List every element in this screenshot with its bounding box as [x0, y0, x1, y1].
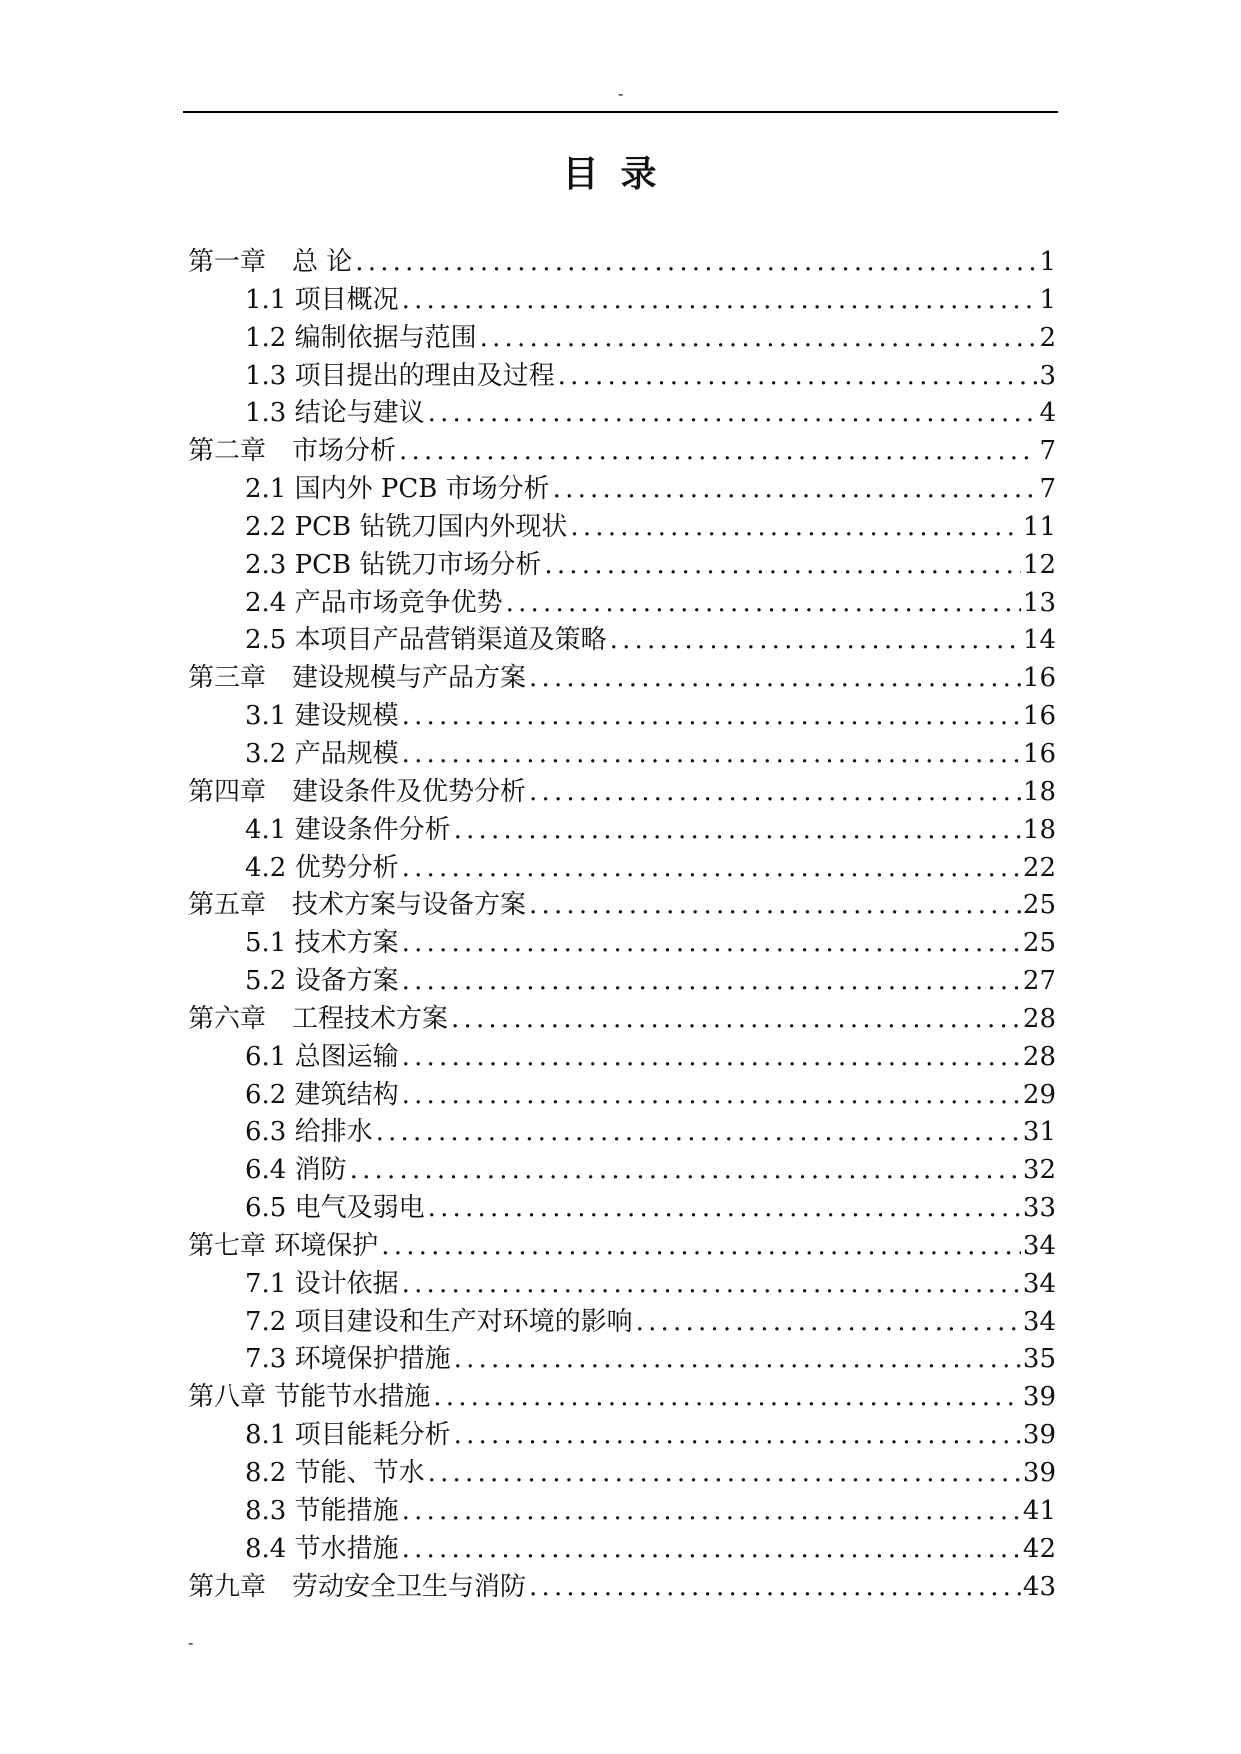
toc-section-entry[interactable]: [188, 1266, 1056, 1304]
toc-entry-label: 5.1 技术方案: [245, 928, 399, 959]
toc-section-entry[interactable]: [188, 1039, 1056, 1077]
toc-section-entry[interactable]: [188, 812, 1056, 850]
toc-leader-dots: [526, 1569, 1021, 1607]
toc-leader-dots: [399, 963, 1021, 1001]
toc-section-entry[interactable]: [188, 547, 1056, 585]
toc-entry-page-number: 16: [1022, 663, 1056, 694]
toc-leader-dots: [399, 736, 1021, 774]
toc-entry-label: 7.2 项目建设和生产对环境的影响: [245, 1306, 633, 1337]
toc-section-entry[interactable]: [188, 320, 1056, 358]
toc-entry-label: 7.3 环境保护措施: [245, 1344, 451, 1375]
toc-section-entry[interactable]: [188, 925, 1056, 963]
footer-mark: -: [188, 1633, 194, 1652]
toc-entry-page-number: 29: [1022, 1079, 1056, 1110]
toc-entry-label: 第一章 总 论: [188, 247, 353, 277]
toc-entry-label: 2.4 产品市场竞争优势: [245, 587, 503, 618]
toc-section-entry[interactable]: [188, 850, 1056, 888]
toc-entry-page-number: 1: [1039, 284, 1056, 315]
toc-entry-page-number: 12: [1022, 549, 1056, 580]
toc-chapter-entry[interactable]: [188, 1379, 1056, 1417]
toc-entry-page-number: 32: [1022, 1155, 1056, 1186]
toc-section-entry[interactable]: [188, 1455, 1056, 1493]
toc-section-entry[interactable]: [188, 358, 1056, 396]
page-title: 目录: [562, 154, 679, 195]
toc-entry-page-number: 25: [1022, 890, 1056, 921]
toc-entry-page-number: 22: [1022, 852, 1056, 883]
toc-chapter-entry[interactable]: [188, 1569, 1056, 1607]
toc-entry-page-number: 34: [1022, 1268, 1056, 1299]
toc-entry-page-number: 39: [1022, 1382, 1056, 1413]
toc-section-entry[interactable]: [188, 1493, 1056, 1531]
toc-leader-dots: [399, 698, 1021, 736]
toc-entry-page-number: 4: [1039, 398, 1056, 429]
toc-entry-page-number: 33: [1022, 1193, 1056, 1224]
toc-section-entry[interactable]: [188, 1077, 1056, 1115]
toc-entry-page-number: 3: [1039, 360, 1056, 391]
toc-entry-label: 4.1 建设条件分析: [245, 814, 451, 845]
toc-section-entry[interactable]: [188, 471, 1056, 509]
toc-leader-dots: [567, 509, 1021, 547]
toc-section-entry[interactable]: [188, 282, 1056, 320]
toc-entry-page-number: 28: [1022, 1041, 1056, 1072]
toc-section-entry[interactable]: [188, 509, 1056, 547]
toc-chapter-entry[interactable]: [188, 433, 1056, 471]
toc-entry-label: 3.2 产品规模: [245, 738, 399, 769]
toc-entry-page-number: 11: [1022, 511, 1056, 542]
toc-section-entry[interactable]: [188, 395, 1056, 433]
toc-section-entry[interactable]: [188, 736, 1056, 774]
toc-entry-page-number: 16: [1022, 701, 1056, 732]
toc-entry-page-number: 42: [1022, 1533, 1056, 1564]
toc-leader-dots: [425, 395, 1038, 433]
toc-leader-dots: [399, 925, 1021, 963]
toc-entry-page-number: 13: [1022, 587, 1056, 618]
toc-entry-label: 第八章 节能节水措施: [188, 1382, 431, 1413]
toc-entry-page-number: 34: [1022, 1230, 1056, 1261]
toc-leader-dots: [430, 1379, 1021, 1417]
toc-entry-label: 6.4 消防: [245, 1155, 347, 1186]
toc-section-entry[interactable]: [188, 1114, 1056, 1152]
toc-leader-dots: [352, 244, 1037, 282]
toc-leader-dots: [526, 660, 1021, 698]
toc-section-entry[interactable]: [188, 622, 1056, 660]
toc-entry-page-number: 14: [1022, 625, 1056, 656]
header-mark: -: [618, 84, 624, 103]
toc-leader-dots: [448, 1001, 1021, 1039]
toc-entry-label: 6.3 给排水: [245, 1117, 373, 1148]
toc-section-entry[interactable]: [188, 1531, 1056, 1569]
toc-entry-label: 第五章 技术方案与设备方案: [188, 890, 527, 921]
toc-leader-dots: [399, 282, 1038, 320]
toc-section-entry[interactable]: [188, 585, 1056, 623]
toc-entry-label: 第二章 市场分析: [188, 436, 397, 467]
toc-entry-label: 2.1 国内外 PCB 市场分析: [245, 474, 550, 505]
toc-entry-page-number: 1: [1039, 247, 1056, 277]
toc-entry-label: 8.2 节能、节水: [245, 1458, 425, 1488]
toc-leader-dots: [477, 320, 1038, 358]
toc-chapter-entry[interactable]: [188, 1001, 1056, 1039]
toc-entry-page-number: 31: [1022, 1117, 1056, 1148]
toc-entry-label: 8.4 节水措施: [245, 1533, 399, 1564]
toc-entry-label: 1.3 结论与建议: [245, 398, 425, 429]
toc-chapter-entry[interactable]: [188, 774, 1056, 812]
toc-chapter-entry[interactable]: [188, 887, 1056, 925]
toc-section-entry[interactable]: [188, 698, 1056, 736]
toc-leader-dots: [451, 1341, 1021, 1379]
toc-entry-page-number: 39: [1022, 1420, 1056, 1451]
toc-entry-label: 第四章 建设条件及优势分析: [188, 776, 527, 807]
toc-entry-page-number: 28: [1022, 1003, 1056, 1034]
toc-entry-label: 8.1 项目能耗分析: [245, 1420, 451, 1451]
toc-section-entry[interactable]: [188, 1152, 1056, 1190]
toc-leader-dots: [555, 358, 1038, 396]
toc-entry-page-number: 35: [1022, 1344, 1056, 1375]
toc-entry-page-number: 18: [1022, 814, 1056, 845]
toc-entry-page-number: 34: [1022, 1306, 1056, 1337]
toc-entry-label: 第七章 环境保护: [188, 1230, 379, 1261]
toc-leader-dots: [399, 850, 1021, 888]
toc-leader-dots: [399, 1493, 1021, 1531]
toc-entry-label: 3.1 建设规模: [245, 701, 399, 732]
toc-entry-page-number: 7: [1039, 436, 1056, 467]
toc-leader-dots: [399, 1531, 1021, 1569]
toc-entry-label: 1.2 编制依据与范围: [245, 322, 477, 353]
toc-entry-label: 4.2 优势分析: [245, 852, 399, 883]
toc-leader-dots: [399, 1266, 1021, 1304]
toc-entry-label: 7.1 设计依据: [245, 1268, 399, 1299]
toc-entry-label: 第三章 建设规模与产品方案: [188, 663, 527, 694]
toc-leader-dots: [373, 1114, 1021, 1152]
toc-entry-page-number: 7: [1039, 474, 1056, 505]
toc-leader-dots: [399, 1039, 1021, 1077]
toc-entry-page-number: 25: [1022, 928, 1056, 959]
toc-leader-dots: [396, 433, 1037, 471]
toc-leader-dots: [399, 1077, 1021, 1115]
toc-entry-page-number: 39: [1022, 1458, 1056, 1488]
toc-entry-label: 6.2 建筑结构: [245, 1079, 399, 1110]
toc-section-entry[interactable]: [188, 1417, 1056, 1455]
toc-entry-label: 6.5 电气及弱电: [245, 1193, 425, 1224]
table-of-contents: [188, 244, 1056, 1606]
toc-section-entry[interactable]: [188, 1304, 1056, 1342]
toc-entry-label: 8.3 节能措施: [245, 1495, 399, 1526]
toc-entry-page-number: 41: [1022, 1495, 1056, 1526]
toc-leader-dots: [378, 1228, 1021, 1266]
toc-entry-label: 2.5 本项目产品营销渠道及策略: [245, 625, 607, 656]
toc-leader-dots: [550, 471, 1038, 509]
toc-leader-dots: [503, 585, 1021, 623]
toc-section-entry[interactable]: [188, 963, 1056, 1001]
toc-leader-dots: [607, 622, 1021, 660]
toc-entry-page-number: 18: [1022, 776, 1056, 807]
toc-chapter-entry[interactable]: [188, 244, 1056, 282]
toc-leader-dots: [526, 774, 1021, 812]
toc-chapter-entry[interactable]: [188, 1228, 1056, 1266]
toc-leader-dots: [541, 547, 1021, 585]
toc-leader-dots: [425, 1190, 1021, 1228]
toc-entry-page-number: 43: [1022, 1571, 1056, 1602]
toc-entry-label: 第六章 工程技术方案: [188, 1003, 449, 1034]
toc-section-entry[interactable]: [188, 1190, 1056, 1228]
toc-entry-label: 第九章 劳动安全卫生与消防: [188, 1571, 527, 1602]
toc-entry-label: 1.1 项目概况: [245, 284, 399, 315]
toc-leader-dots: [451, 1417, 1021, 1455]
toc-entry-label: 1.3 项目提出的理由及过程: [245, 360, 555, 391]
toc-entry-label: 2.3 PCB 钻铣刀市场分析: [245, 549, 542, 580]
toc-entry-label: 2.2 PCB 钻铣刀国内外现状: [245, 511, 568, 542]
toc-leader-dots: [526, 887, 1021, 925]
toc-entry-label: 6.1 总图运输: [245, 1041, 399, 1072]
toc-entry-page-number: 16: [1022, 738, 1056, 769]
toc-chapter-entry[interactable]: [188, 660, 1056, 698]
toc-leader-dots: [451, 812, 1021, 850]
toc-entry-label: 5.2 设备方案: [245, 966, 399, 997]
toc-leader-dots: [425, 1455, 1021, 1493]
toc-entry-page-number: 27: [1022, 966, 1056, 997]
toc-leader-dots: [633, 1304, 1021, 1342]
toc-entry-page-number: 2: [1039, 322, 1056, 353]
toc-leader-dots: [347, 1152, 1021, 1190]
header-rule: [183, 111, 1058, 113]
toc-section-entry[interactable]: [188, 1341, 1056, 1379]
